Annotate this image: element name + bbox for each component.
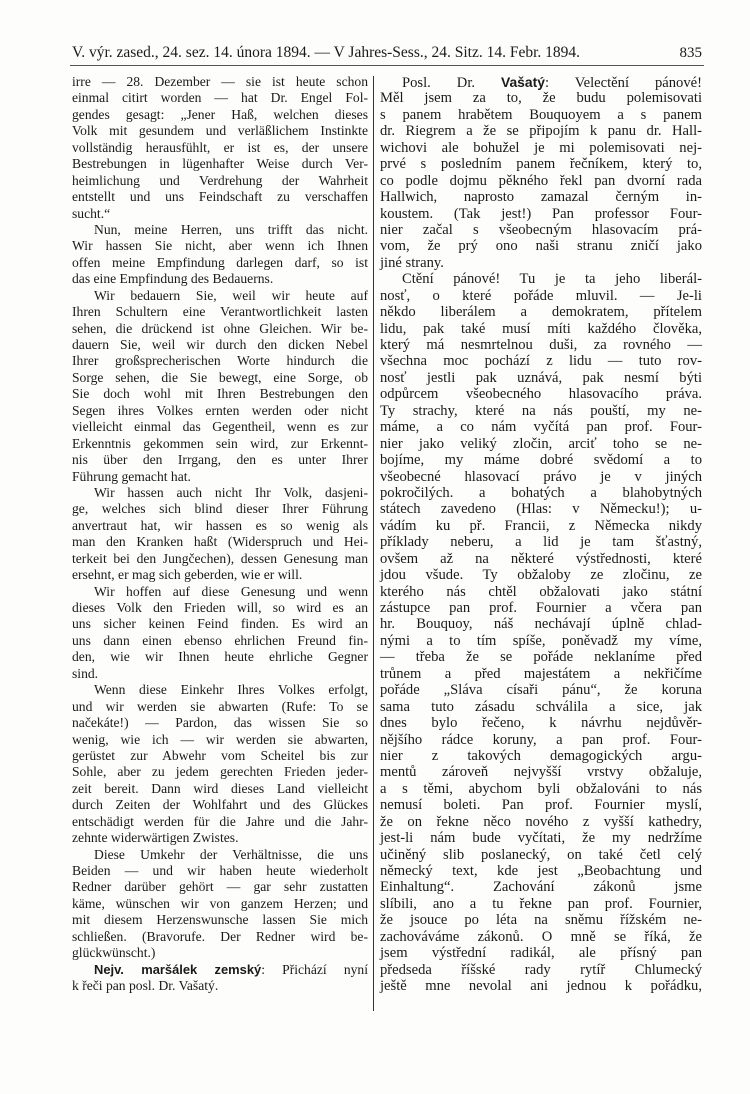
speaker-paragraph (380, 74, 702, 271)
text-line: pokročilých. a bohatých a blahobytných (380, 484, 702, 501)
speaker-paragraph (72, 962, 368, 995)
text-line: nosť jestli pak uznává, pak nesmí býti (380, 369, 702, 386)
text-line: uns dann einen ebenso ehrlichen Freund fin- (72, 632, 368, 648)
text-line (380, 74, 702, 90)
paragraph (72, 584, 368, 683)
text-line: dauern Sie, weil wir durch den dicken Nebel (72, 337, 368, 352)
text-line: německý text, kde jest „Beobachtung und (380, 863, 702, 879)
text-line: sind. (72, 665, 99, 681)
text-line: někdo liberálem a demokratem, přítelem (380, 304, 702, 321)
text-line: načekáte!) — Pardon, das wissen Sie so (72, 715, 368, 731)
text-line: sama tuto zásadu schválila a sice, jak (380, 698, 702, 715)
text-line: Sorge sehen, die Sie bewegt, eine Sorge, ob (72, 369, 368, 385)
header-title-german: V Jahres-Sess., 24. Sitz. 14. Febr. 1894. (333, 44, 581, 61)
text-line: Sohle, aber zu jedem gerechten Frieden jeder- (72, 764, 368, 780)
text-line: koustem. (Tak jest!) Pan professor Four- (380, 205, 702, 222)
text-line: ještě mne nevolal ani jednou k pořádku, (380, 978, 702, 995)
text-line: Měl jsem za to, že budu polemisovati (380, 90, 702, 107)
text-line: všeobecné hlasovací právo je v jiných (380, 468, 702, 485)
text-line: zehnte widerwärtigen Zwistes. (72, 830, 239, 846)
text-line: Wenn diese Einkehr Ihres Volkes erfolgt, (94, 682, 368, 698)
text-line: ersehnt, er mag sich geberden, wie er will. (72, 567, 303, 583)
text-line: zachováváme zákonů. O mně se říká, že (380, 928, 702, 945)
text-line: bojíme, my máme dobré svědomí a to (380, 452, 702, 469)
text-line: ge, welches sich blind dieser Ihrer Führung (72, 501, 368, 517)
text-line: máme, a co nám vyčítá pan prof. Four- (380, 419, 702, 436)
text-line: man den Kranken haßt (Widerspruch und Hei- (72, 534, 368, 550)
header-dash: — (314, 44, 331, 61)
text-line: irre — 28. Dezember — sie ist heute schon (72, 74, 368, 89)
text-line: že on řekne něco nového z vyšší kathedry, (380, 813, 702, 830)
text-line: anvertraut hat, wir hassen es so wenig als (72, 517, 368, 533)
text-line: Sie doch wohl mit Ihren Bestrebungen den (72, 386, 368, 402)
text-line: kterého nás chtěl obžalovati jako státní (380, 583, 702, 600)
czech-column (380, 74, 702, 995)
text-line: nier z takových demagogických argu- (380, 747, 702, 764)
text-line: zástupce pan prof. Fournier a včera pan (380, 600, 702, 616)
text-line: Wir hassen auch nicht Ihr Volk, dasjeni- (94, 484, 368, 500)
column-divider (373, 76, 374, 1011)
text-line: co podle dojmu pěkného řekl pan dvorní rada (380, 172, 702, 189)
speaker-name: Nejv. maršálek zemský (94, 961, 262, 977)
text-line: dieses Volk den Frieden will, so wird es an (72, 600, 368, 615)
text-line: und wir werden sie abwarten (Rufe: To se (72, 698, 368, 714)
text-line: gerüstet zur Abwehr vom Scheitel bis zur (72, 747, 368, 763)
text-line: nier jako veliký zločin, arciť toho se ne- (380, 435, 702, 452)
text-line: že jsouce po léta na sněmu řížském ne- (380, 912, 702, 929)
text-line: den, wie wir Ihnen heute ehrliche Gegner (72, 649, 368, 665)
text-line: s panem hrabětem Bouquoyem a s panem (380, 106, 702, 123)
line-text: : Velectění pánové! (544, 75, 702, 91)
paragraph (72, 288, 368, 485)
text-line: lidu, pak také musí míti každého člověka, (380, 320, 702, 337)
text-line: uns sicher keinen Feind finden. Es wird an (72, 616, 368, 632)
text-line: Ihren Schultern eine Verantwortlichkeit lasten (72, 304, 368, 320)
text-line: nými a to tím spíše, poněvadž my víme, (380, 632, 702, 649)
text-line: jdou všude. Ty obžaloby ze zločinu, ze (380, 567, 702, 584)
text-line: Nun, meine Herren, uns trifft das nicht. (94, 221, 368, 237)
text-line: vom, že prý ono naši stranu zničí jako (380, 238, 702, 255)
text-line: durch Zeiten der Wohlfahrt und des Glückes (72, 797, 368, 813)
text-line: trůnem a před majestátem a nekřičíme (380, 665, 702, 682)
text-line: vielleicht einmal das Gegentheil, wenn es zur (72, 419, 368, 435)
text-line: Ihrer großsprecherischen Worte hindurch die (72, 353, 368, 369)
german-column (72, 74, 368, 995)
text-line: Bestrebungen in lügenhafter Weise durch Ver- (72, 156, 368, 172)
text-line: prvé s posledním panem řečníkem, který to, (380, 156, 702, 173)
text-line: nemusí boleti. Pan prof. Fournier myslí, (380, 797, 702, 814)
text-line: heimlichung und Verdrehung der Wahrheit (72, 172, 368, 188)
text-line: dr. Riegrem a že se připojím k panu dr. Hall- (380, 123, 702, 140)
text-line: Ty strachy, které na nás pouští, my ne- (380, 402, 702, 419)
text-line: wichovi ale bohužel je mi polemisovati nej- (380, 139, 702, 156)
paragraph (72, 222, 368, 288)
text-line: Volk mit gesundem und verläßlichem Instinkte (72, 123, 368, 139)
text-line: jiné strany. (380, 254, 444, 271)
text-line: Wir hassen Sie nicht, aber wenn ich Ihnen (72, 238, 368, 254)
text-line: který má nesmrtelnou duši, za rovného — (380, 337, 702, 353)
text-line: glückwünscht.) (72, 945, 156, 961)
text-line: nis über den Irrgang, den es unter Ihrer (72, 452, 368, 468)
header-rule (70, 65, 704, 66)
text-line: Beiden — und wir haben heute wiederholt (72, 863, 368, 878)
text-line: všechna moc pochází z lidu — tuto rov- (380, 353, 702, 370)
text-line: vádím ku př. Francii, z Německa nikdy (380, 517, 702, 534)
text-line: dnes bylo řečeno, k návrhu nejdůvěr- (380, 715, 702, 732)
text-line: Segen ihres Volkes ernten werden oder nicht (72, 402, 368, 418)
text-line: Wir bedauern Sie, weil wir heute auf (94, 287, 368, 303)
text-line: Wir hoffen auf diese Genesung und wenn (94, 583, 368, 599)
text-line: Ctění pánové! Tu je ta jeho liberál- (402, 271, 702, 288)
text-line: příklady neberu, a lid je tam šťastný, (380, 534, 702, 551)
speaker-title: Posl. Dr. (402, 75, 501, 91)
text-line: nier začal s všeobecným hlasovacím prá- (380, 221, 702, 238)
text-line: terkeit bei den Jungčechen), dessen Genesung man (72, 550, 368, 566)
text-line: — třeba že se pořáde neklaníme před (380, 649, 702, 666)
text-line: ovšem až na některé výstřednosti, které (380, 550, 702, 567)
text-line: das eine Empfindung des Bedauerns. (72, 271, 274, 287)
text-line: entstellt und uns Feindschaft zu verschaffen (72, 189, 368, 205)
paragraph (72, 74, 368, 222)
text-line: nosť, o které pořáde mluvil. — Je-li (380, 287, 702, 304)
text-line: pořáde „Sláva císaři pánu“, že koruna (380, 682, 702, 699)
text-line: odpůrcem všeobecného hlasovacího práva. (380, 386, 702, 403)
line-text: : Přichází nyní (261, 961, 368, 977)
text-line: sucht.“ (72, 205, 111, 221)
text-line: k řeči pan posl. Dr. Vašatý. (72, 978, 219, 994)
text-line: vollständig herausfühlt, er ist es, der unsere (72, 139, 368, 155)
text-line: Diese Umkehr der Verhältnisse, die uns (94, 846, 368, 862)
text-line: mentů zároveň nejvyšší vrstvy obžaluje, (380, 764, 702, 781)
paragraph (380, 271, 702, 994)
text-line: gendes gesagt: „Jener Haß, welchen dieses (72, 106, 368, 122)
text-line: státech zavedeno (Hlas: v Německu!); u- (380, 501, 702, 518)
text-line: učiněný slib poslanecký, on také četl celý (380, 846, 702, 863)
text-line: jest-li nám bude vyčítati, že my nedržíme (380, 830, 702, 847)
text-line: hr. Bouquoy, náš nechávají úplně chlad- (380, 616, 702, 633)
paragraph (72, 485, 368, 584)
text-line: slíbili, ano a tu řekne pan prof. Fournier, (380, 895, 702, 912)
text-line: Einhaltung“. Zachování zákonů jsme (380, 879, 702, 896)
text-line: jsem výstřední radikál, ale přísný pan (380, 945, 702, 962)
text-line: sehen, die drückend ist ohne Gleichen. Wir be- (72, 320, 368, 336)
text-line: entschädigt werden für die Jahre und die Jahr- (72, 813, 368, 829)
text-line: Hallwich, naprosto zamazal černým in- (380, 189, 702, 206)
running-header (72, 40, 702, 62)
text-line: mit diesem Herzenswunsche lassen Sie mich (72, 912, 368, 928)
text-line: schließen. (Bravorufe. Der Redner wird be- (72, 928, 368, 944)
text-line: nějšího rádce koruny, a pan prof. Four- (380, 731, 702, 748)
text-line: wenig, wie ich — wir werden sie abwarten, (72, 731, 368, 747)
text-line: předseda říšské rady rytíř Chlumecký (380, 961, 702, 978)
paragraph (72, 682, 368, 846)
header-title (72, 44, 580, 62)
text-line (72, 962, 368, 978)
text-line: a s těmi, abychom byli obžalováni to nás (380, 780, 702, 797)
speaker-name: Vašatý (501, 74, 545, 90)
paragraph (72, 847, 368, 962)
page-number: 835 (679, 45, 702, 61)
text-line: käme, wünschen wir von ganzem Herzen; und (72, 895, 368, 911)
text-line: Redner darüber gehört — gar sehr zustatten (72, 879, 368, 895)
text-line: einmal citirt worden — hat Dr. Engel Fol- (72, 90, 368, 106)
text-line: Führung gemacht hat. (72, 468, 191, 484)
text-line: offen meine Empfindung darlegen darf, so ist (72, 254, 368, 270)
text-line: Erkenntnis gekommen sein wird, zur Erkennt- (72, 435, 368, 451)
text-line: zeit bereit. Dann wird dieses Land vielleicht (72, 780, 368, 796)
header-title-czech: V. výr. zased., 24. sez. 14. února 1894. (72, 44, 311, 61)
